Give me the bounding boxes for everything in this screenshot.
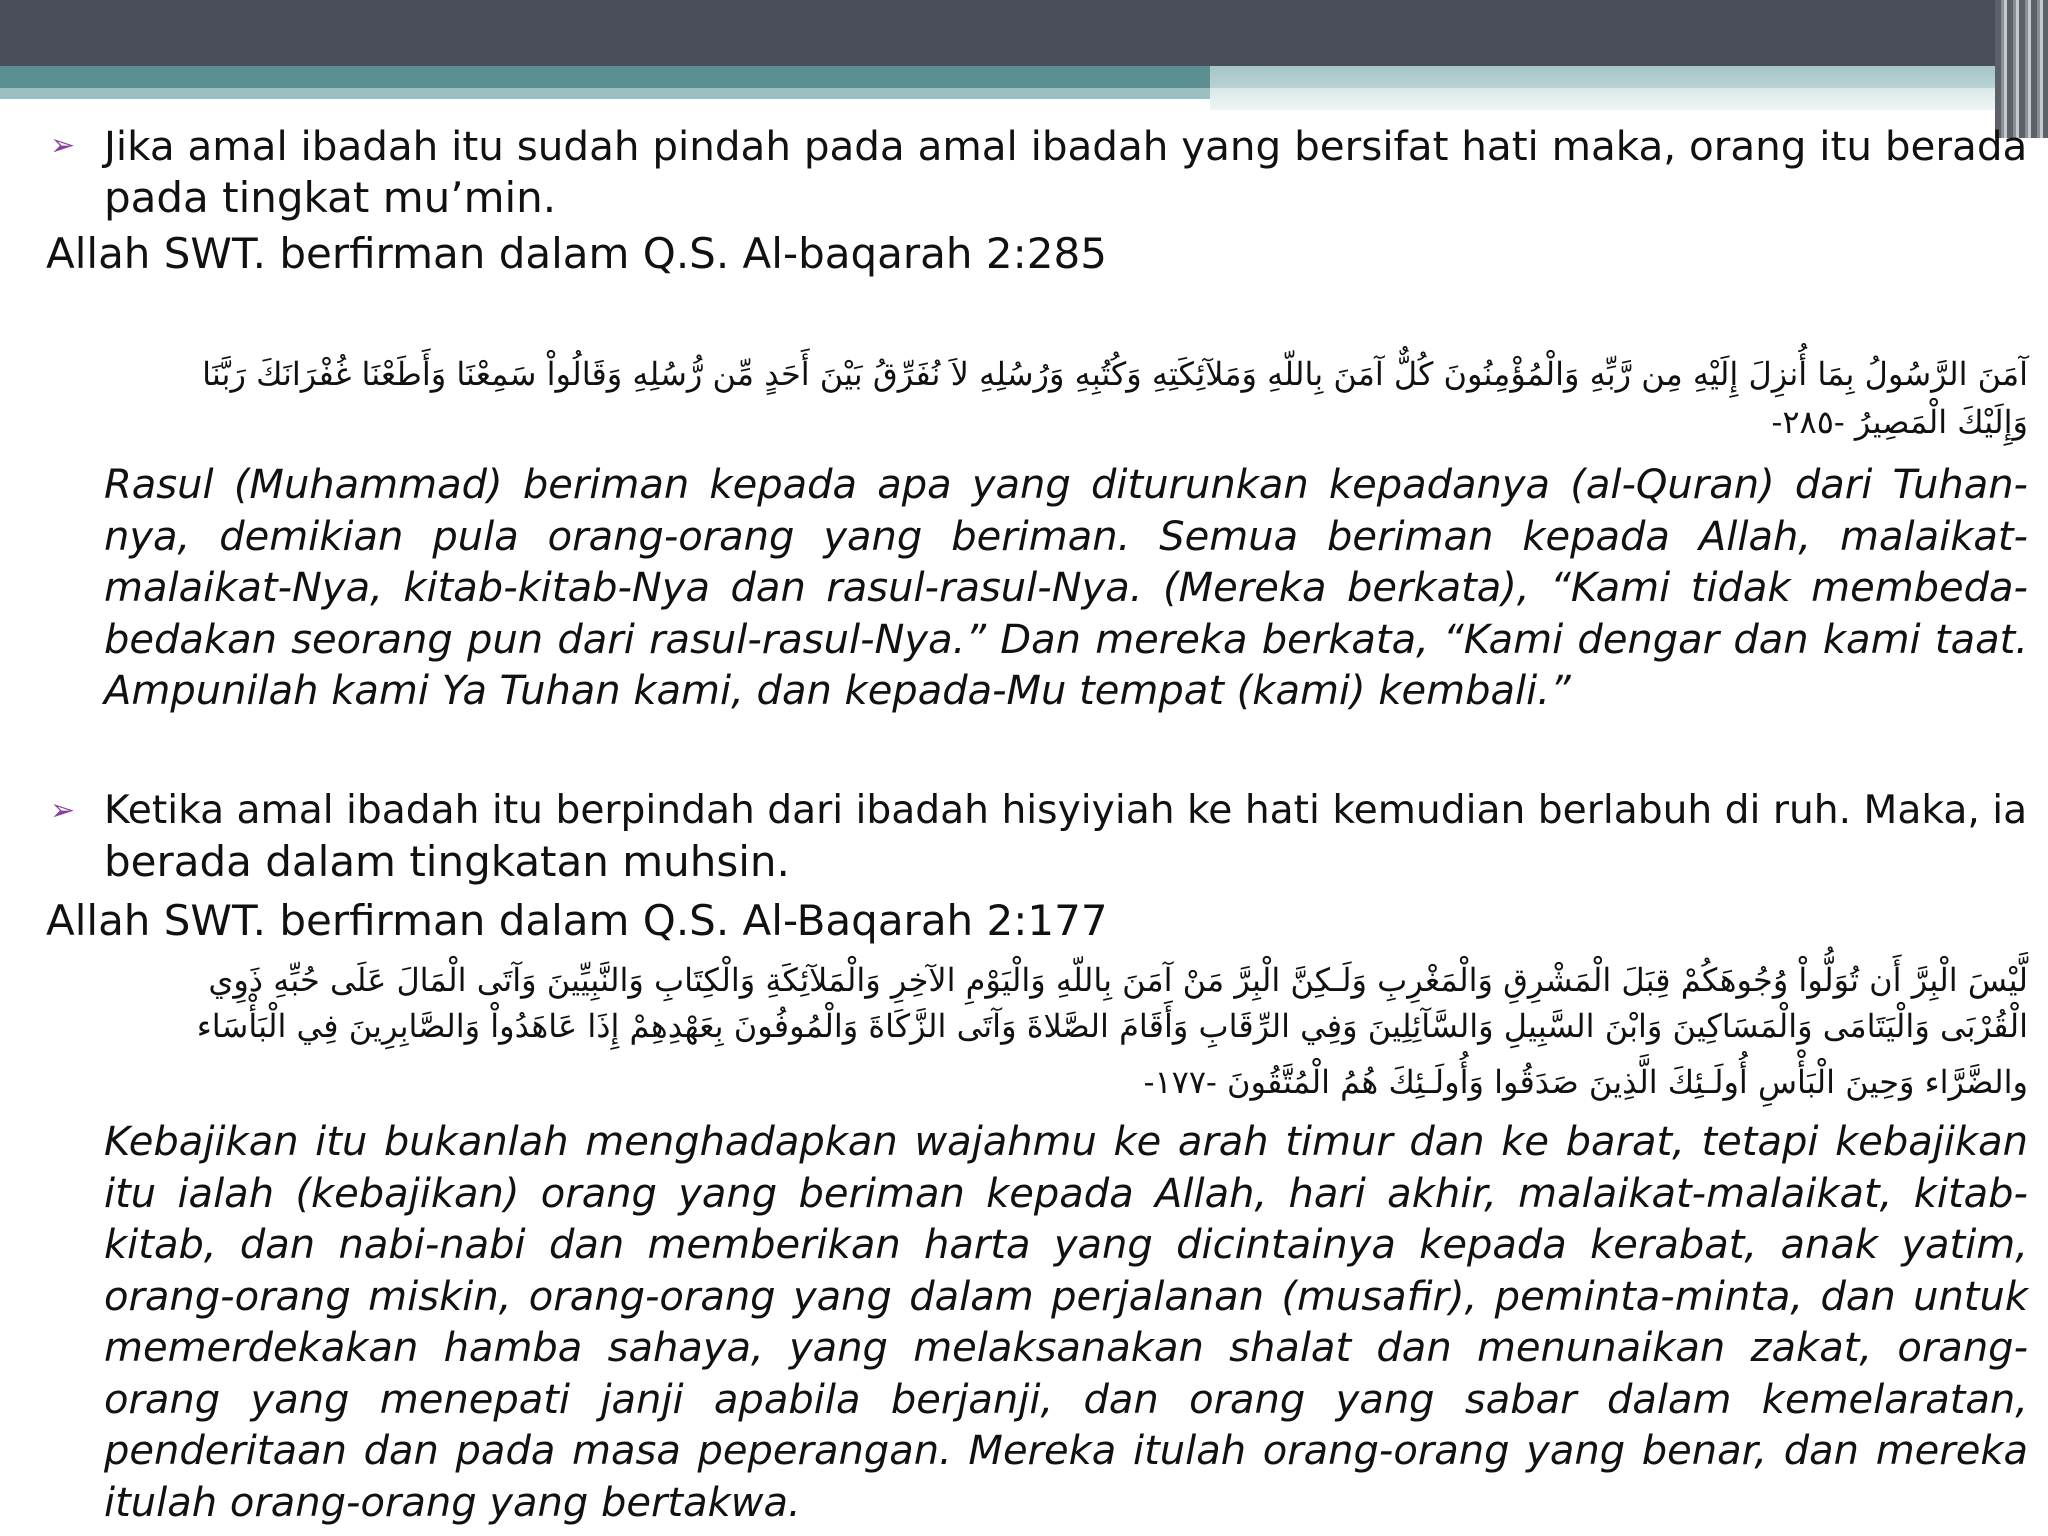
bullet-text-2-line-2: berada dalam tingkatan muhsin. xyxy=(104,837,790,886)
bullet-text-1-line-1: Jika amal ibadah itu sudah pindah pada amal ibadah yang bersifat hati maka, orang itu berada xyxy=(104,122,2028,170)
arabic-verse-2-line-3: والضَّرَّاء وَحِينَ الْبَأْسِ أُولَـئِكَ الَّذِينَ صَدَقُوا وَأُولَـئِكَ هُمُ الْمُتَّقُونَ -١٧٧- xyxy=(1143,1063,2028,1101)
translation-1: Rasul (Muhammad) beriman kepada apa yang diturunkan kepadanya (al-Quran) dari Tuhan-nya, demikian pula orang-orang yang beriman. Semua beriman kepada Allah, malaikat-malaikat-Nya, kitab-kitab-Nya dan rasul-rasul-Nya. (Mereka berkata), “Kami tidak membeda-bedakan seorang pun dari rasul-rasul-Nya.” Dan mereka berkata, “Kami dengar dan kami taat. Ampunilah kami Ya Tuhan kami, dan kepada-Mu tempat (kami) kembali.” xyxy=(104,462,2028,714)
arabic-verse-1-line-1: آمَنَ الرَّسُولُ بِمَا أُنزِلَ إِلَيْهِ مِن رَّبِّهِ وَالْمُؤْمِنُونَ كُلٌّ آمَنَ بِاللّهِ وَمَلآئِكَتِهِ وَكُتُبِهِ وَرُسُلِهِ لاَ نُفَرِّقُ بَيْنَ أَحَدٍ مِّن رُّسُلِهِ وَقَالُواْ سَمِعْنَا وَأَطَعْنَا غُفْرَانَكَ رَبَّنَا xyxy=(202,355,2028,393)
arabic-verse-2-line-2: الْقُرْبَى وَالْيَتَامَى وَالْمَسَاكِينَ وَابْنَ السَّبِيلِ وَالسَّآئِلِينَ وَفِي الرِّقَابِ وَأَقَامَ الصَّلاةَ وَآتَى الزَّكَاةَ وَالْمُوفُونَ بِعَهْدِهِمْ إِذَا عَاهَدُواْ وَالصَّابِرِينَ فِي الْبَأْسَاء xyxy=(196,1007,2028,1045)
arrow-bullet-icon: ➢ xyxy=(50,793,76,828)
translation-2: Kebajikan itu bukanlah menghadapkan wajahmu ke arah timur dan ke barat, tetapi kebajikan itu ialah (kebajikan) orang yang beriman kepada Allah, hari akhir, malaikat-malaikat, kitab-kitab, dan nabi-nabi dan memberikan harta yang dicintainya kepada kerabat, anak yatim, orang-orang miskin, orang-orang yang dalam perjalanan (musafir), peminta-minta, dan untuk memerdekakan hamba sahaya, yang melaksanakan shalat dan menunaikan zakat, orang-orang yang menepati janji apabila berjanji, dan orang yang sabar dalam kemelaratan, penderitaan dan pada masa peperangan. Mereka itulah orang-orang yang benar, dan mereka itulah orang-orang yang bertakwa. xyxy=(104,1119,2028,1526)
verse-reference-1: Allah SWT. berfirman dalam Q.S. Al-baqarah 2:285 xyxy=(46,229,1107,278)
arabic-verse-2-line-1: لَّيْسَ الْبِرَّ أَن تُوَلُّواْ وُجُوهَكُمْ قِبَلَ الْمَشْرِقِ وَالْمَغْرِبِ وَلَـكِنَّ الْبِرَّ مَنْ آمَنَ بِاللّهِ وَالْيَوْمِ الآخِرِ وَالْمَلآئِكَةِ وَالْكِتَابِ وَالنَّبِيِّينَ وَآتَى الْمَالَ عَلَى حُبِّهِ ذَوِي xyxy=(208,961,2028,999)
verse-reference-2: Allah SWT. berfirman dalam Q.S. Al-Baqarah 2:177 xyxy=(46,896,1108,945)
arrow-bullet-icon: ➢ xyxy=(50,128,76,163)
bullet-text-2-line-1: Ketika amal ibadah itu berpindah dari ibadah hisyiyiah ke hati kemudian berlabuh di ruh. Maka, ia xyxy=(104,788,2028,833)
arabic-verse-1-line-2: وَإِلَيْكَ الْمَصِيرُ -٢٨٥- xyxy=(1771,403,2028,441)
bullet-text-1-line-2: pada tingkat mu’min. xyxy=(104,173,557,222)
